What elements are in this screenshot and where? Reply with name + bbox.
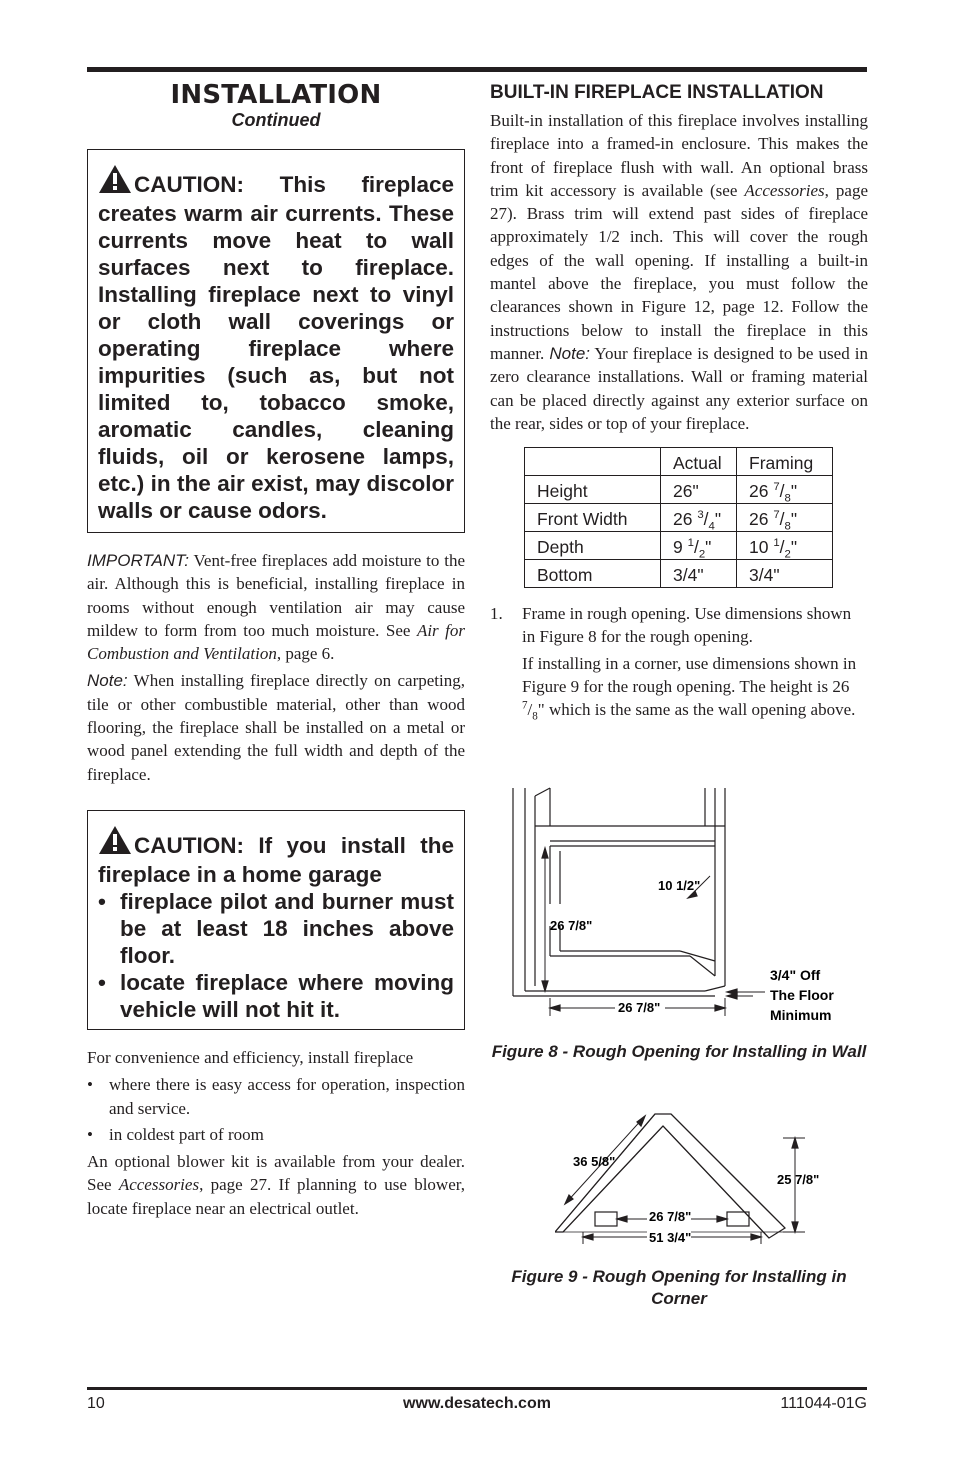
important-text-2: , page 6. <box>276 644 335 664</box>
fig9-side-label: 36 5/8" <box>573 1154 616 1169</box>
table-row <box>525 504 833 532</box>
blower-text-2: , page 27. If planning to use blower, locate fireplace near an electrical outlet. <box>87 1175 465 1218</box>
caution-garage-title: CAUTION: If you install the fireplace in a home garage <box>98 832 454 887</box>
right-column <box>490 82 868 722</box>
step-1 <box>490 602 868 721</box>
figure-8-caption: Figure 8 - Rough Opening for Installing in Wall <box>491 1042 867 1061</box>
important-text-1: Vent-free fireplaces add moisture to the air. Although this is beneficial, installing fireplace in rooms without enough ventilation air may cause mildew to form from too much moisture. See <box>87 551 465 640</box>
built-in-ref: Accessories <box>744 180 825 200</box>
note-text: When installing fireplace directly on carpeting, tile or other combustible material, other than wood flooring, the fireplace shall be installed on a metal or wood panel extending the full width and depth of the fireplace. <box>87 671 465 784</box>
table-header: Actual <box>661 448 737 476</box>
fig8-floor-label-1: 3/4" Off <box>770 967 821 983</box>
dimensions-table <box>524 447 833 588</box>
table-cell: Bottom <box>525 560 661 588</box>
table-header <box>525 448 661 476</box>
table-cell: 3/4" <box>737 560 833 588</box>
list-item: • locate fireplace where moving vehicle will not hit it. <box>98 969 454 1023</box>
top-rule <box>87 67 867 72</box>
list-item: • where there is easy access for operation, inspection and service. <box>87 1073 465 1120</box>
caution-box-garage <box>87 810 465 1030</box>
fig8-floor-label-3: Minimum <box>770 1007 832 1023</box>
built-in-paragraph <box>490 109 868 435</box>
step-text: Frame in rough opening. Use dimensions shown in Figure 8 for the rough opening. <box>522 604 852 647</box>
built-in-note-label: Note: <box>549 343 590 363</box>
built-in-text-3: Your fireplace is designed to be used in zero clearance installations. Wall or framing material can be placed directly against any exterior surface on the rear, sides or top of your fireplace. <box>490 343 868 433</box>
table-header-row <box>525 448 833 476</box>
table-cell: 26 $^3/_4$" <box>661 504 737 532</box>
fig9-total-label: 51 3/4" <box>649 1230 692 1245</box>
table-cell: 9 $^1/_2$" <box>661 532 737 560</box>
table-row <box>525 476 833 504</box>
note-label: Note: <box>87 671 128 691</box>
table-cell: Depth <box>525 532 661 560</box>
list-item: • in coldest part of room <box>87 1123 465 1146</box>
fig8-width-label: 26 7/8" <box>618 1000 661 1015</box>
warning-icon <box>98 164 132 200</box>
warning-icon <box>98 825 132 861</box>
table-cell: Front Width <box>525 504 661 532</box>
convenience-list <box>87 1073 465 1146</box>
fig9-height-label: 25 7/8" <box>777 1172 820 1187</box>
list-item: • fireplace pilot and burner must be at least 18 inches above floor. <box>98 888 454 969</box>
important-ref: Air for Combustion and Ventilation <box>87 620 465 664</box>
built-in-title: BUILT-IN FIREPLACE INSTALLATION <box>490 82 824 103</box>
note-paragraph <box>87 669 465 785</box>
bottom-rule <box>87 1387 867 1390</box>
table-cell: 26" <box>661 476 737 504</box>
step-number: 1. <box>490 604 503 624</box>
table-cell: 3/4" <box>661 560 737 588</box>
table-header: Framing <box>737 448 833 476</box>
table-cell: 26 $^7/_8$" <box>737 504 833 532</box>
page-number: 10 <box>87 1395 105 1412</box>
table-cell: 10 $^1/_2$" <box>737 532 833 560</box>
built-in-text-1: Built-in installation of this fireplace involves installing fireplace into a framed-in enclosure. This makes the front of fireplace flush with wall. An optional brass trim kit accessory is available (see <box>490 111 868 200</box>
figure-9-diagram <box>555 1108 825 1248</box>
table-cell: Height <box>525 476 661 504</box>
table-cell: 26 $^7/_8$" <box>737 476 833 504</box>
left-column <box>87 80 465 1220</box>
footer-website[interactable]: www.desatech.com <box>403 1395 551 1412</box>
figure-9-caption: Figure 9 - Rough Opening for Installing in Corner <box>511 1267 847 1308</box>
fig8-floor-label-2: The Floor <box>770 987 834 1003</box>
important-paragraph <box>87 549 465 665</box>
caution-warm-air-text: CAUTION: This fireplace creates warm air currents. These currents move heat to wall surfaces next to fireplace. Installing fireplace next to vinyl or cloth wall coverings or operating fireplace where impurities (such as, but not limited to, tobacco smoke, aromatic candles, cleaning fluids, oil or kerosene lamps, etc.) in the air exist, may discolor walls or cause odors. <box>98 172 454 523</box>
fig9-opening-label: 26 7/8" <box>649 1209 692 1224</box>
caution-garage-list <box>98 888 454 1023</box>
section-subtitle: Continued <box>231 110 321 130</box>
convenience-intro: For convenience and efficiency, install fireplace <box>87 1047 414 1067</box>
step-extra: If installing in a corner, use dimensions shown in Figure 9 for the rough opening. The height is 26 $^7/_8$" which is the same as the wall opening above. <box>522 653 857 723</box>
blower-text-1: An optional blower kit is available from your dealer. See <box>87 1152 465 1195</box>
caution-box-warm-air <box>87 149 465 533</box>
table-row <box>525 532 833 560</box>
figure-8-diagram <box>505 786 850 1026</box>
blower-paragraph <box>87 1150 465 1220</box>
fig8-depth-label: 10 1/2" <box>658 878 701 893</box>
built-in-text-2: , page 27). Brass trim will extend past sides of fireplace approximately 1/2 inch. This will cover the rough edges of the wall opening. If installing a built-in mantel above the fireplace, you must follow the clearances shown in Figure 12, page 12. Follow the instructions below to install the fireplace in this manner. <box>490 180 868 363</box>
section-title: INSTALLATION <box>170 80 382 110</box>
doc-id: 111044-01G <box>780 1395 867 1412</box>
table-row <box>525 560 833 588</box>
fig8-height-label: 26 7/8" <box>550 918 593 933</box>
important-label: IMPORTANT: <box>87 551 189 570</box>
blower-ref: Accessories <box>118 1175 200 1195</box>
